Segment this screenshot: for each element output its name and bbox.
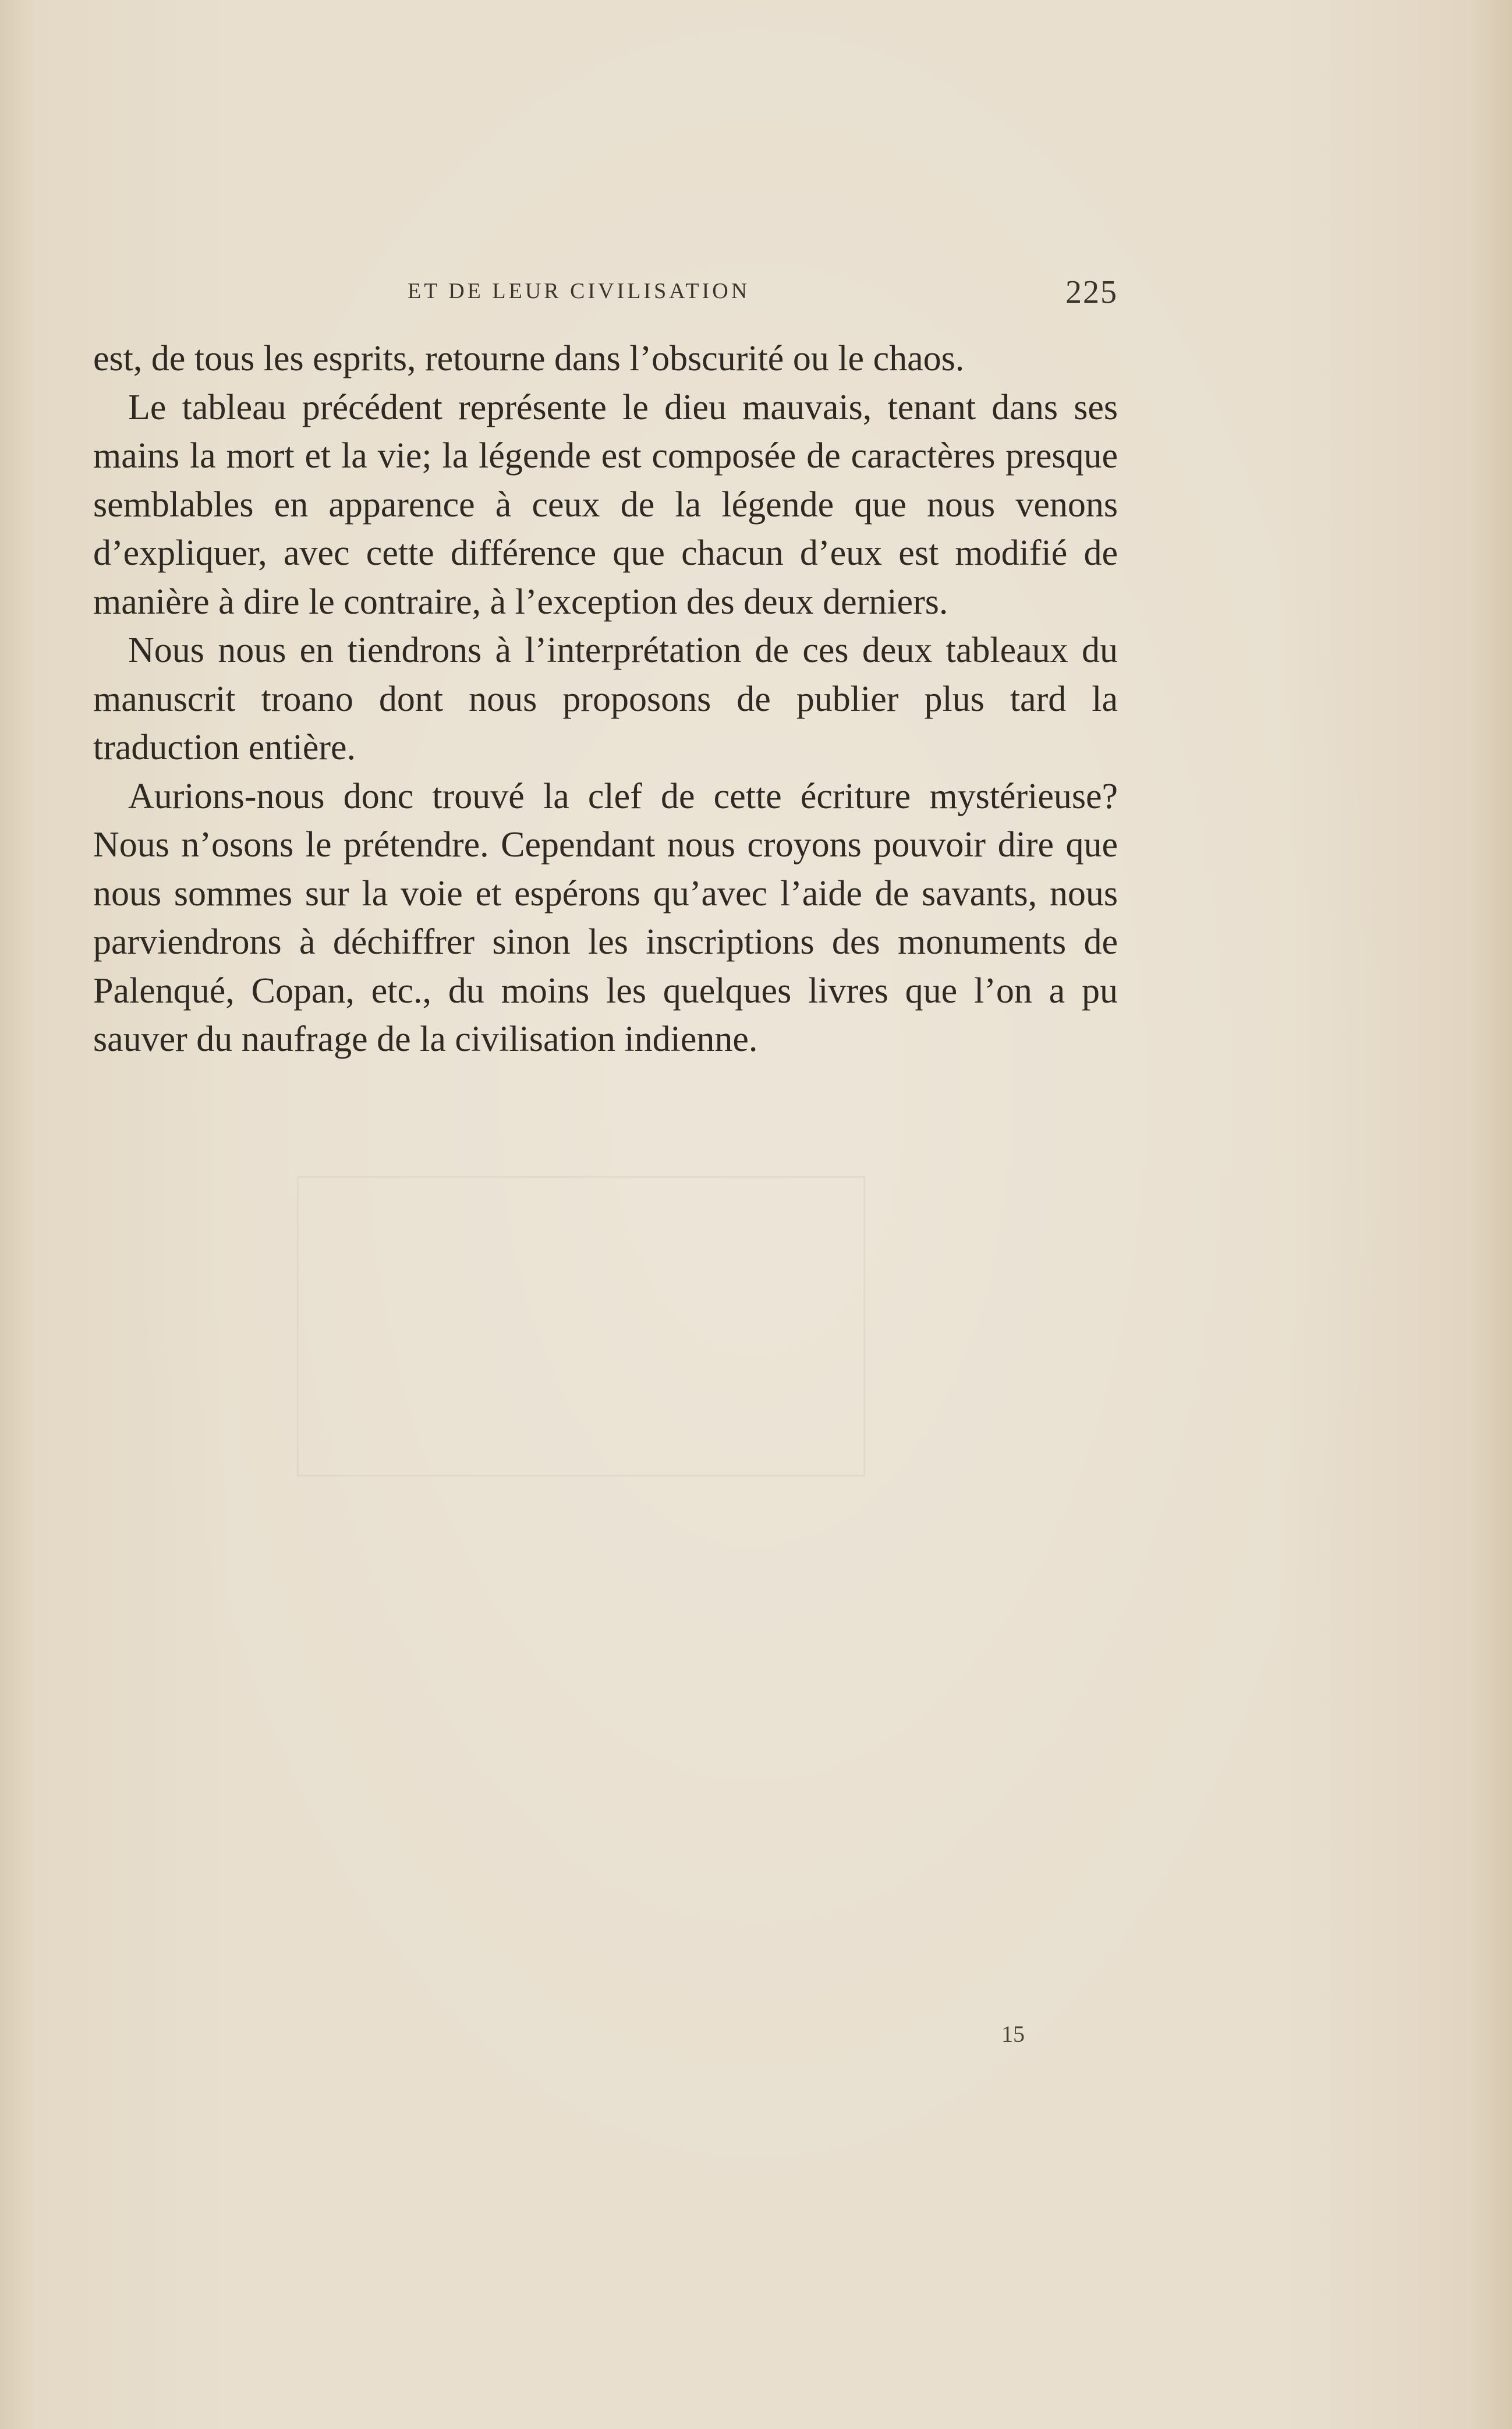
paragraph: Le tableau précédent représente le dieu mauvais, tenant dans ses mains la mort et la vie; la légende est composée de caractères presque semblables en apparence à ceux de la légende que nous venons d’expliquer, avec cette différence que chacun d’eux est modifié de manière à dire le contraire, à l’exception des deux derniers. [93, 387, 1118, 622]
body-text [93, 335, 1118, 1064]
page-header [93, 274, 1118, 309]
paragraph: Aurions-nous donc trouvé la clef de cette écriture mystérieuse? Nous n’osons le prétendre. Cependant nous croyons pouvoir dire que nous sommes sur la voie et espérons qu’avec l’aide de savants, nous parviendrons à déchiffrer sinon les inscriptions des monuments de Palenqué, Copan, etc., du moins les quelques livres que l’on a pu sauver du naufrage de la civilisation indienne. [93, 776, 1118, 1059]
paragraph: Nous nous en tiendrons à l’interprétation de ces deux tableaux du manuscrit troano dont nous proposons de publier plus tard la traduction entière. [93, 631, 1118, 767]
page-number: 225 [1065, 274, 1118, 310]
running-title: ET DE LEUR CIVILISATION [408, 279, 750, 303]
signature-mark: 15 [1001, 2021, 1025, 2047]
show-through-plate [297, 1176, 865, 1476]
paragraph-continuation: est, de tous les esprits, retourne dans l’obscurité ou le chaos. [93, 339, 965, 378]
